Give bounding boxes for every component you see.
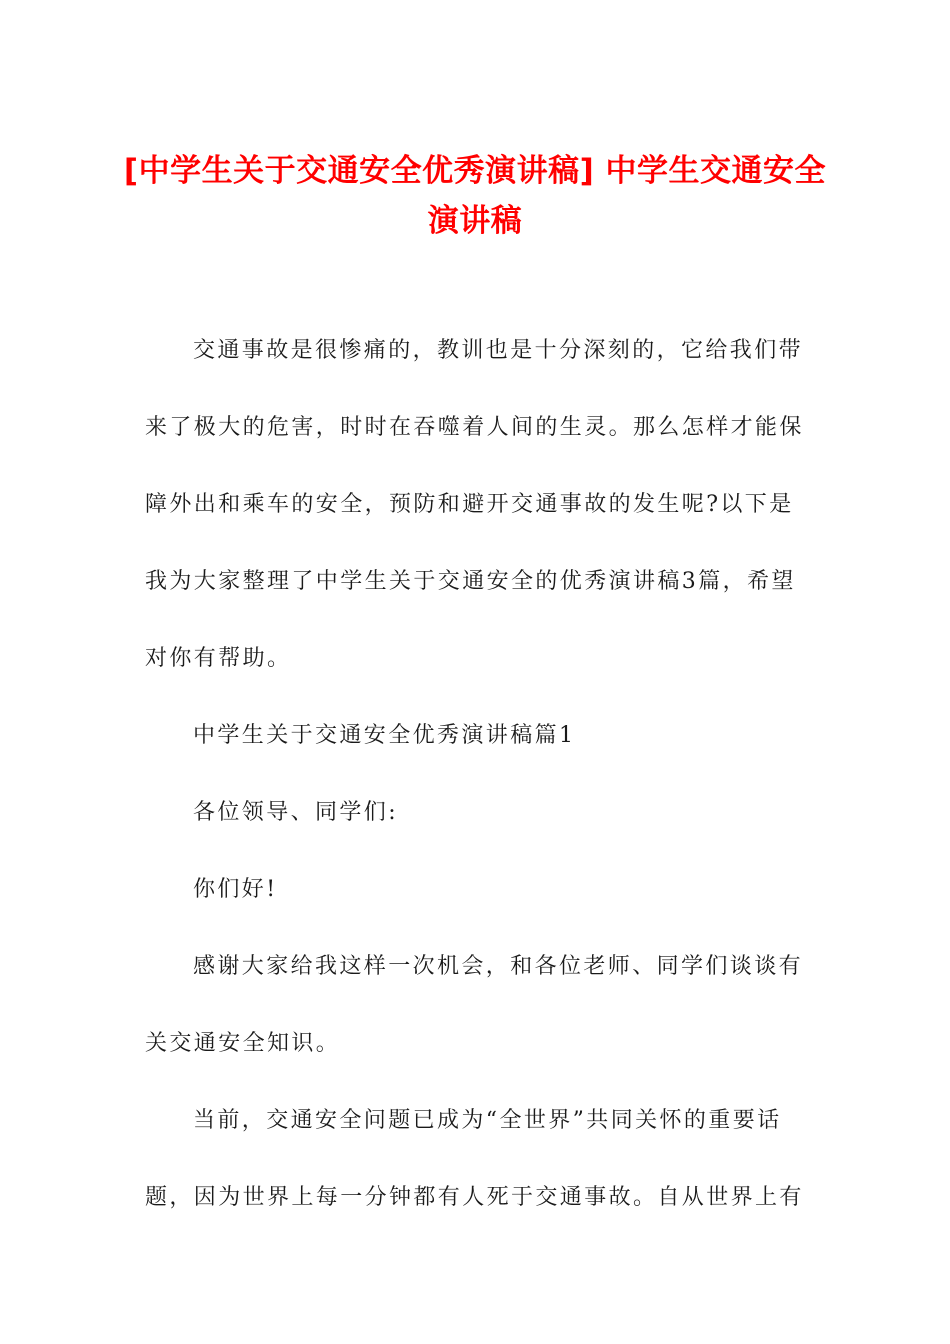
paragraph-greeting: 你们好! — [193, 877, 278, 902]
paragraph-section-heading: 中学生关于交通安全优秀演讲稿篇1 — [193, 723, 576, 748]
paragraph-salutation: 各位领导、同学们: — [193, 800, 399, 825]
document-body — [145, 312, 805, 1236]
document-title: [中学生关于交通安全优秀演讲稿] 中学生交通安全演讲稿 — [123, 153, 827, 239]
paragraph-thanks: 感谢大家给我这样一次机会，和各位老师、同学们谈谈有关交通安全知识。 — [145, 954, 804, 1056]
paragraph-current-issue: 当前，交通安全问题已成为“全世界”共同关怀的重要话题，因为世界上每一分钟都有人死于交通事故。自从世界上有 — [145, 1108, 804, 1210]
paragraph-intro: 交通事故是很惨痛的，教训也是十分深刻的，它给我们带来了极大的危害，时时在吞噬着人间的生灵。那么怎样才能保障外出和乘车的安全，预防和避开交通事故的发生呢?以下是我为大家整理了中学生关于交通安全的优秀演讲稿3篇，希望对你有帮助。 — [145, 338, 804, 671]
